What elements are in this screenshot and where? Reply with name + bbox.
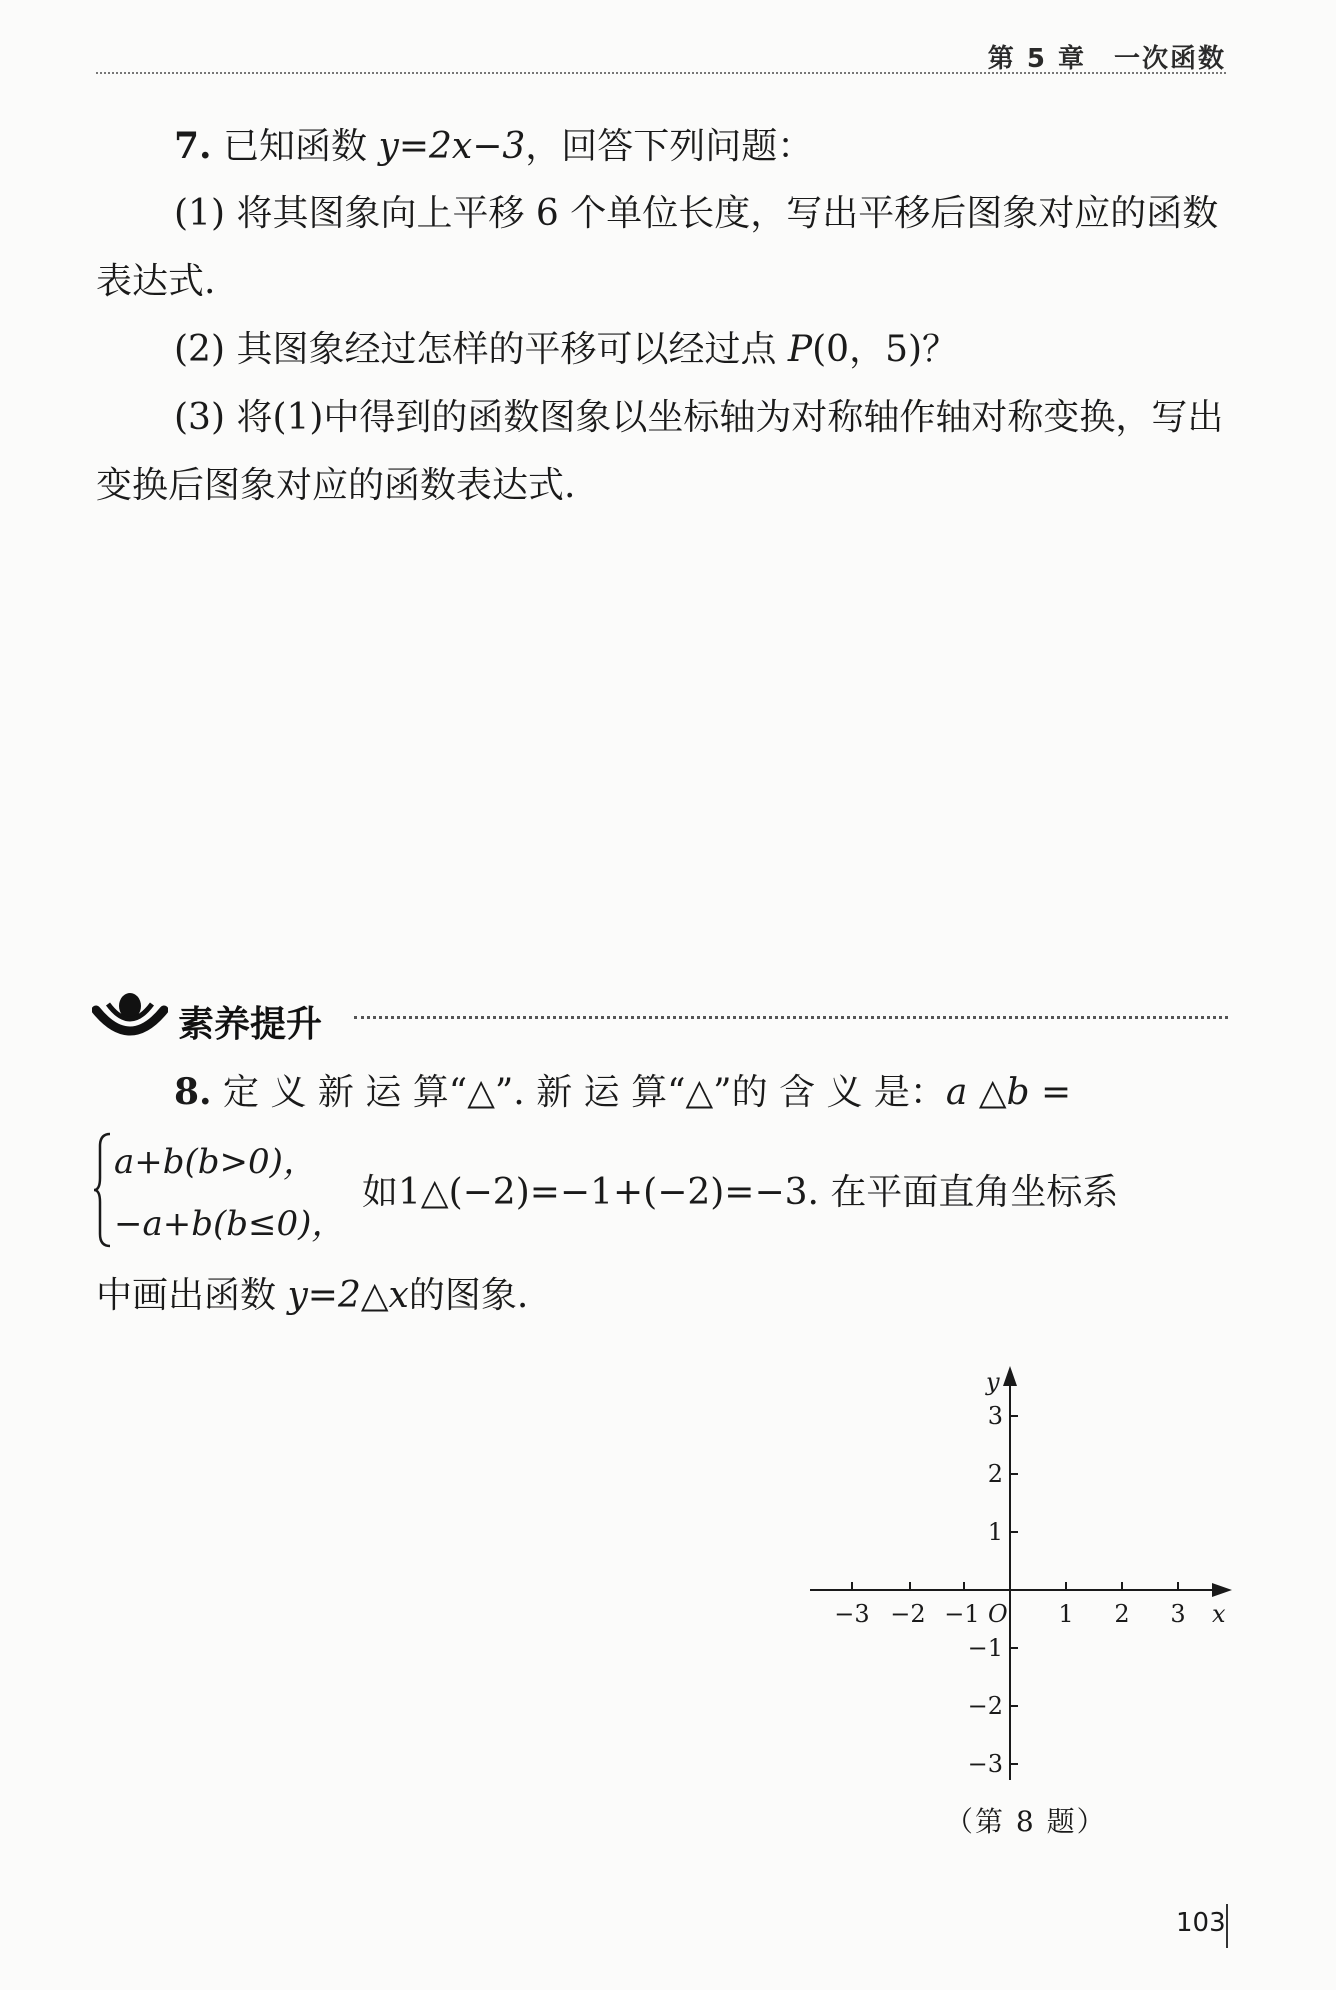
x-axis-label: x (1212, 1600, 1226, 1628)
y-tick-label: 2 (987, 1460, 1003, 1488)
q7-part3: (3) 将(1)中得到的函数图象以坐标轴为对称轴作轴对称变换，写出变换后图象对应的函数表达式. (96, 397, 1224, 506)
q7-number: 7. (174, 125, 212, 167)
y-tick-label: 3 (987, 1402, 1003, 1430)
y-tick-label: 1 (987, 1518, 1003, 1546)
q8-task-text-a: 中画出函数 (96, 1275, 288, 1316)
q8-example: 如1△(−2)=−1+(−2)=−3. 在平面直角坐标系 (362, 1172, 1119, 1213)
coordinate-plane (800, 1360, 1240, 1790)
y-axis-arrow-icon (1003, 1366, 1017, 1386)
q7-stem-text-c: ，回答下列问题： (525, 126, 814, 167)
x-tick-label: −2 (890, 1600, 926, 1628)
figure-caption: （第 8 题） (945, 1805, 1107, 1838)
y-axis-label: y (986, 1368, 1000, 1396)
q7-stem-text-a: 已知函数 (211, 126, 379, 167)
x-tick-label: −3 (834, 1600, 870, 1628)
q7-part1: (1) 将其图象向上平移 6 个单位长度，写出平移后图象对应的函数表达式. (96, 193, 1219, 302)
q8-task (96, 1262, 1226, 1330)
q8-task-text-c: 的图象. (408, 1275, 529, 1316)
piecewise-definition (92, 1130, 1232, 1250)
x-tick-label: 3 (1170, 1600, 1186, 1628)
x-tick-label: −1 (944, 1600, 980, 1628)
case-nonpositive: −a+b(b≤0)， (114, 1204, 346, 1244)
q7-stem (96, 112, 1226, 181)
q8-stem (96, 1058, 1226, 1127)
origin-label: O (988, 1600, 1008, 1628)
q7-part2-text-a: (2) 其图象经过怎样的平移可以经过点 (174, 329, 788, 370)
q7-function: y=2x−3 (378, 126, 526, 167)
smile-icon (92, 990, 168, 1044)
q8-function: y=2△x (287, 1275, 409, 1316)
x-tick-label: 1 (1058, 1600, 1074, 1628)
q8-number: 8. (174, 1071, 212, 1113)
left-brace-icon (92, 1130, 114, 1250)
x-tick-label: 2 (1114, 1600, 1130, 1628)
q8-operation: a △b = (945, 1072, 1072, 1113)
case-positive: a+b(b>0)， (114, 1142, 317, 1182)
page-number-bar (1226, 1904, 1228, 1948)
chapter-header: 第 5 章 一次函数 (987, 44, 1226, 74)
q8-line1-text: 定 义 新 运 算“△”. 新 运 算“△”的 含 义 是： (211, 1072, 946, 1113)
q7-part2 (96, 316, 1226, 384)
page-number: 103 (1176, 1908, 1226, 1938)
y-tick-label: −2 (967, 1692, 1003, 1720)
section-banner (92, 990, 1228, 1044)
x-axis-arrow-icon (1212, 1583, 1232, 1597)
y-tick-label: −1 (967, 1634, 1003, 1662)
section-rule (354, 1016, 1228, 1019)
header-rule (96, 72, 1226, 74)
q7-point-name: P (787, 329, 813, 370)
y-tick-label: −3 (967, 1750, 1003, 1778)
q7-part2-text-c: (0，5)？ (812, 329, 959, 370)
section-title: 素养提升 (178, 1004, 323, 1045)
